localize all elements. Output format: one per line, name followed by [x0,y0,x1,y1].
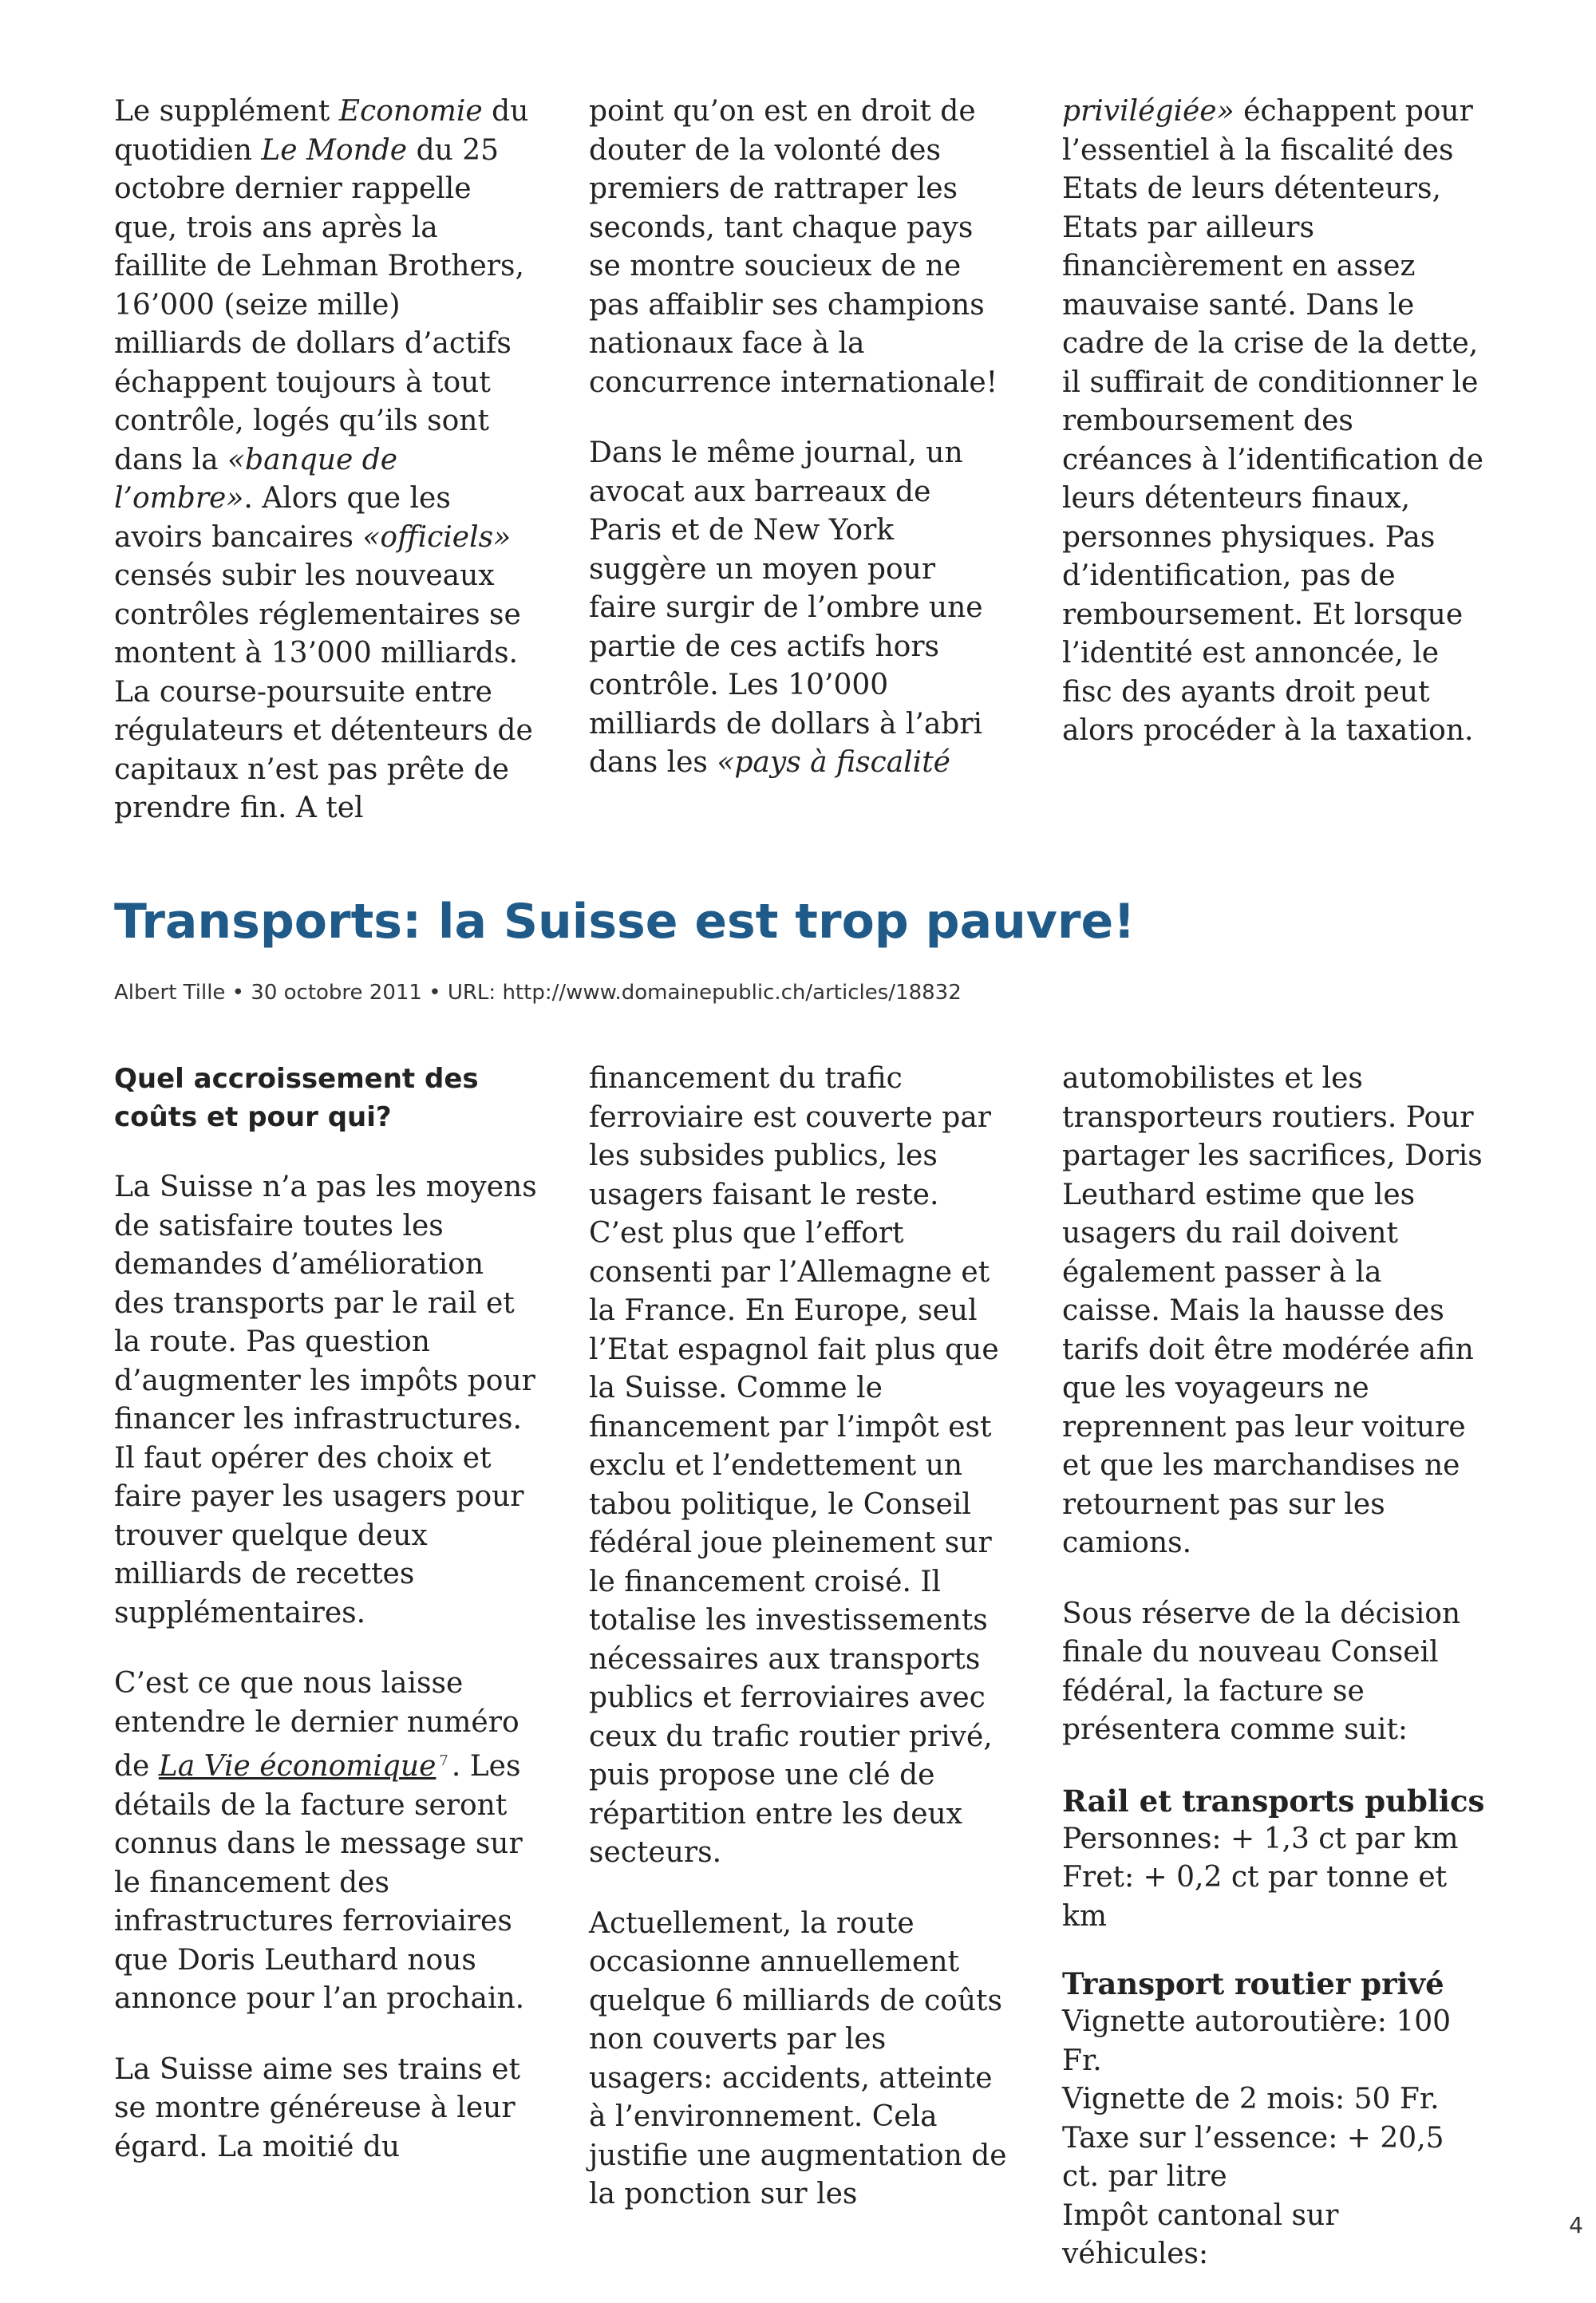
article-byline: Albert Tille • 30 octobre 2011 • URL: http://www.domainepublic.ch/articles/18832 [114,981,962,1005]
article1-col1-paragraph: Le supplément Economie du quotidien Le Monde du 25 octobre dernier rappelle que, trois ans après la faillite de Lehman Brothers, 16’000 (seize mille) milliards de dollars d’actifs échappent toujours à tout contrôle, logés qu’ils sont dans la «banque de l’ombre». Alors que les avoirs bancaires «officiels» censés subir les nouveaux contrôles réglementaires se montent à 13’000 milliards. La course-poursuite entre régulateurs et détenteurs de capitaux n’est pas prête de prendre fin. A tel [114,95,533,824]
road-tariffs-block [1062,1965,1485,2274]
article2-col1-paragraph-3: La Suisse aime ses trains et se montre généreuse à leur égard. La moitié du [114,2052,520,2163]
la-vie-economique-link[interactable]: La Vie économique [158,1750,437,1783]
road-tariff-line: Taxe sur l’essence: + 20,5 ct. par litre [1062,2121,1444,2193]
article1-column-2 [589,93,1012,783]
article2-column-1 [114,1060,537,2167]
article1-col2-paragraph-2: Dans le même journal, un avocat aux barreaux de Paris et de New York suggère un moyen pour faire surgir de l’ombre une partie de ces actifs hors contrôle. Les 10’000 milliards de dollars à l’abri dans les «pays à fiscalité [589,437,983,779]
road-tariff-line: Vignette de 2 mois: 50 Fr. [1062,2083,1440,2115]
article2-col3-paragraph-1: automobilistes et les transporteurs routiers. Pour partager les sacrifices, Doris Leuthard estime que les usagers du rail doivent également passer à la caisse. Mais la hausse des tarifs doit être modérée afin que les voyageurs ne reprennent pas leur voiture et que les marchandises ne retournent pas sur les camions. [1062,1062,1483,1559]
article1-col3-paragraph: privilégiée» échappent pour l’essentiel à la fiscalité des Etats de leurs détenteurs, Etats par ailleurs financièrement en assez mauvaise santé. Dans le cadre de la crise de la dette, il suffirait de conditionner le remboursement des créances à l’identification de leurs détenteurs finaux, personnes physiques. Pas d’identification, pas de remboursement. Et lorsque l’identité est annoncée, le fisc des ayants droit peut alors procéder à la taxation. [1062,95,1483,747]
rail-tariffs-block [1062,1782,1485,1937]
article-title: Transports: la Suisse est trop pauvre! [114,894,1136,950]
road-tariff-line: Impôt cantonal sur véhicules: [1062,2198,1339,2270]
article2-col3-paragraph-2: Sous réserve de la décision finale du nouveau Conseil fédéral, la facture se présentera comme suit: [1062,1597,1461,1746]
article2-col1-paragraph-1: La Suisse n’a pas les moyens de satisfaire toutes les demandes d’amélioration des transports par le rail et la route. Pas question d’augmenter les impôts pour financer les infrastructures. Il faut opérer des choix et faire payer les usagers pour trouver quelque deux milliards de recettes supplémentaires. [114,1171,537,1629]
section-subheading: Quel accroissement des coûts et pour qui? [114,1063,479,1133]
article1-column-1 [114,93,537,828]
article1-column-3 [1062,93,1485,751]
article2-col2-paragraph-2: Actuellement, la route occasionne annuellement quelque 6 milliards de coûts non couverts par les usagers: accidents, atteinte à l’environnement. Cela justifie une augmentation de la ponction sur les [589,1906,1007,2210]
rail-tariffs-heading: Rail et transports publics [1062,1783,1485,1819]
road-tariff-line: Vignette autoroutière: 100 Fr. [1062,2005,1452,2077]
article2-col1-paragraph-2: C’est ce que nous laisse entendre le dernier numéro de La Vie économique $^7$ . Les détails de la facture seront connus dans le message sur le financement des infrastructures ferroviaires que Doris Leuthard nous annonce pour l’an prochain. [114,1667,525,2015]
article2-column-2 [589,1060,1012,2214]
footnote-reference[interactable]: 7 [439,1752,448,1769]
rail-tariff-line: Personnes: + 1,3 ct par km [1062,1822,1459,1855]
rail-tariff-line: Fret: + 0,2 ct par tonne et km [1062,1861,1448,1933]
page-number: 4 [1569,2212,1583,2238]
article2-column-3 [1062,1060,1485,2303]
article2-col2-paragraph-1: financement du trafic ferroviaire est couverte par les subsides publics, les usagers faisant le reste. C’est plus que l’effort consenti par l’Allemagne et la France. En Europe, seul l’Etat espagnol fait plus que la Suisse. Comme le financement par l’impôt est exclu et l’endettement un tabou politique, le Conseil fédéral joue pleinement sur le financement croisé. Il totalise les investissements nécessaires aux transports publics et ferroviaires avec ceux du trafic routier privé, puis propose une clé de répartition entre les deux secteurs. [589,1062,999,1869]
article1-col2-paragraph-1: point qu’on est en droit de douter de la volonté des premiers de rattraper les seconds, tant chaque pays se montre soucieux de ne pas affaiblir ses champions nationaux face à la concurrence internationale! [589,95,998,399]
road-tariffs-heading: Transport routier privé [1062,1966,1444,2001]
